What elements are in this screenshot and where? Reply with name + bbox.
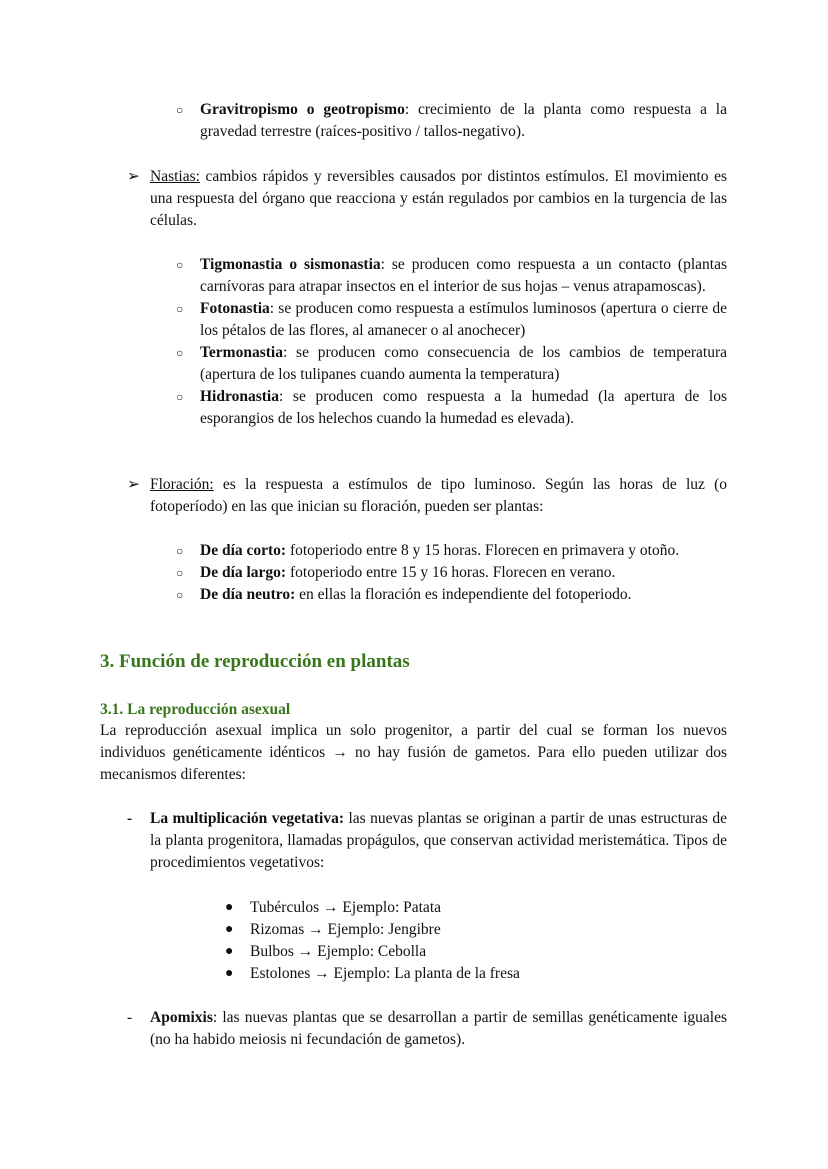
term: Apomixis	[150, 1009, 213, 1026]
arrow-bullet-icon: ➢	[127, 168, 140, 185]
dot-bullet-icon: ●	[225, 944, 234, 959]
dash-bullet-icon: -	[127, 810, 133, 827]
circle-bullet-icon: ○	[176, 566, 184, 580]
definition: en ellas la floración es independiente del fotoperiodo.	[295, 586, 632, 603]
arrow-bullet-icon: ➢	[127, 476, 140, 493]
item-text: Estolones → Ejemplo: La planta de la fresa	[250, 965, 520, 982]
term: Tigmonastia o sismonastia	[200, 256, 381, 273]
list-item	[176, 562, 727, 584]
list-item	[225, 963, 727, 985]
subsection-heading: 3.1. La reproducción asexual	[100, 701, 291, 718]
list-item	[176, 254, 727, 298]
term: Hidronastia	[200, 388, 279, 405]
nastias-list	[176, 254, 727, 430]
list-item	[176, 584, 727, 606]
definition: cambios rápidos y reversibles causados por distintos estímulos. El movimiento es una respuesta del órgano que reacciona y están regulados por cambios en la turgencia de las células.	[150, 168, 727, 229]
list-item	[176, 540, 727, 562]
term: Termonastia	[200, 344, 283, 361]
list-item	[176, 298, 727, 342]
circle-bullet-icon: ○	[176, 258, 184, 272]
definition: fotoperiodo entre 8 y 15 horas. Florecen en primavera y otoño.	[286, 542, 680, 559]
gravitropismo-list	[176, 99, 727, 143]
circle-bullet-icon: ○	[176, 346, 184, 360]
definition: : se producen como consecuencia de los cambios de temperatura (apertura de los tulipanes cuando aumenta la temperatura)	[200, 344, 727, 383]
multiplicacion-item	[127, 808, 727, 874]
definition: es la respuesta a estímulos de tipo luminoso. Según las horas de luz (o fotoperíodo) en las que inician su floración, pueden ser plantas:	[150, 476, 727, 515]
list-item	[176, 386, 727, 430]
floracion-list	[176, 540, 727, 606]
circle-bullet-icon: ○	[176, 544, 184, 558]
dot-bullet-icon: ●	[225, 966, 234, 981]
term: Nastias:	[150, 168, 200, 185]
definition: : se producen como respuesta a estímulos luminosos (apertura o cierre de los pétalos de las flores, al amanecer o al anochecer)	[200, 300, 727, 339]
list-item	[225, 919, 727, 941]
circle-bullet-icon: ○	[176, 103, 184, 117]
definition: : crecimiento de la planta como respuesta a la gravedad terrestre (raíces-positivo / tallos-negativo).	[200, 101, 727, 140]
definition: : las nuevas plantas que se desarrollan a partir de semillas genéticamente iguales (no ha habido meiosis ni fecundación de gametos).	[150, 1009, 727, 1048]
definition: : se producen como respuesta a un contacto (plantas carnívoras para atrapar insectos en el interior de sus hojas – venus atrapamoscas).	[200, 256, 727, 295]
definition: fotoperiodo entre 15 y 16 horas. Florecen en verano.	[286, 564, 616, 581]
term: Fotonastia	[200, 300, 270, 317]
definition: las nuevas plantas se originan a partir de unas estructuras de la planta progenitora, llamadas propágulos, que conservan actividad meristemática. Tipos de procedimientos vegetativos:	[150, 810, 727, 871]
tipos-list	[225, 897, 727, 985]
list-item	[225, 897, 727, 919]
list-item	[176, 342, 727, 386]
nastias-item	[127, 166, 727, 232]
section-heading: 3. Función de reproducción en plantas	[100, 651, 410, 672]
intro-paragraph: La reproducción asexual implica un solo progenitor, a partir del cual se forman los nuevos individuos genéticamente idénticos → no hay fusión de gametos. Para ello pueden utilizar dos mecanismos diferentes:	[100, 722, 727, 783]
apomixis-item	[127, 1007, 727, 1051]
list-item	[225, 941, 727, 963]
definition: : se producen como respuesta a la humedad (la apertura de los esporangios de los helechos cuando la humedad es elevada).	[200, 388, 727, 427]
circle-bullet-icon: ○	[176, 588, 184, 602]
term: De día corto:	[200, 542, 287, 559]
floracion-item	[127, 474, 727, 518]
term: Floración:	[150, 476, 214, 493]
item-text: Rizomas → Ejemplo: Jengibre	[250, 921, 441, 938]
term: De día neutro:	[200, 586, 296, 603]
term: Gravitropismo o geotropismo	[200, 101, 405, 118]
list-item	[176, 99, 727, 143]
circle-bullet-icon: ○	[176, 390, 184, 404]
item-text: Bulbos → Ejemplo: Cebolla	[250, 943, 427, 960]
term: De día largo:	[200, 564, 287, 581]
dash-bullet-icon: -	[127, 1009, 133, 1026]
item-text: Tubérculos → Ejemplo: Patata	[250, 899, 442, 916]
dot-bullet-icon: ●	[225, 922, 234, 937]
circle-bullet-icon: ○	[176, 302, 184, 316]
term: La multiplicación vegetativa:	[150, 810, 345, 827]
dot-bullet-icon: ●	[225, 900, 234, 915]
